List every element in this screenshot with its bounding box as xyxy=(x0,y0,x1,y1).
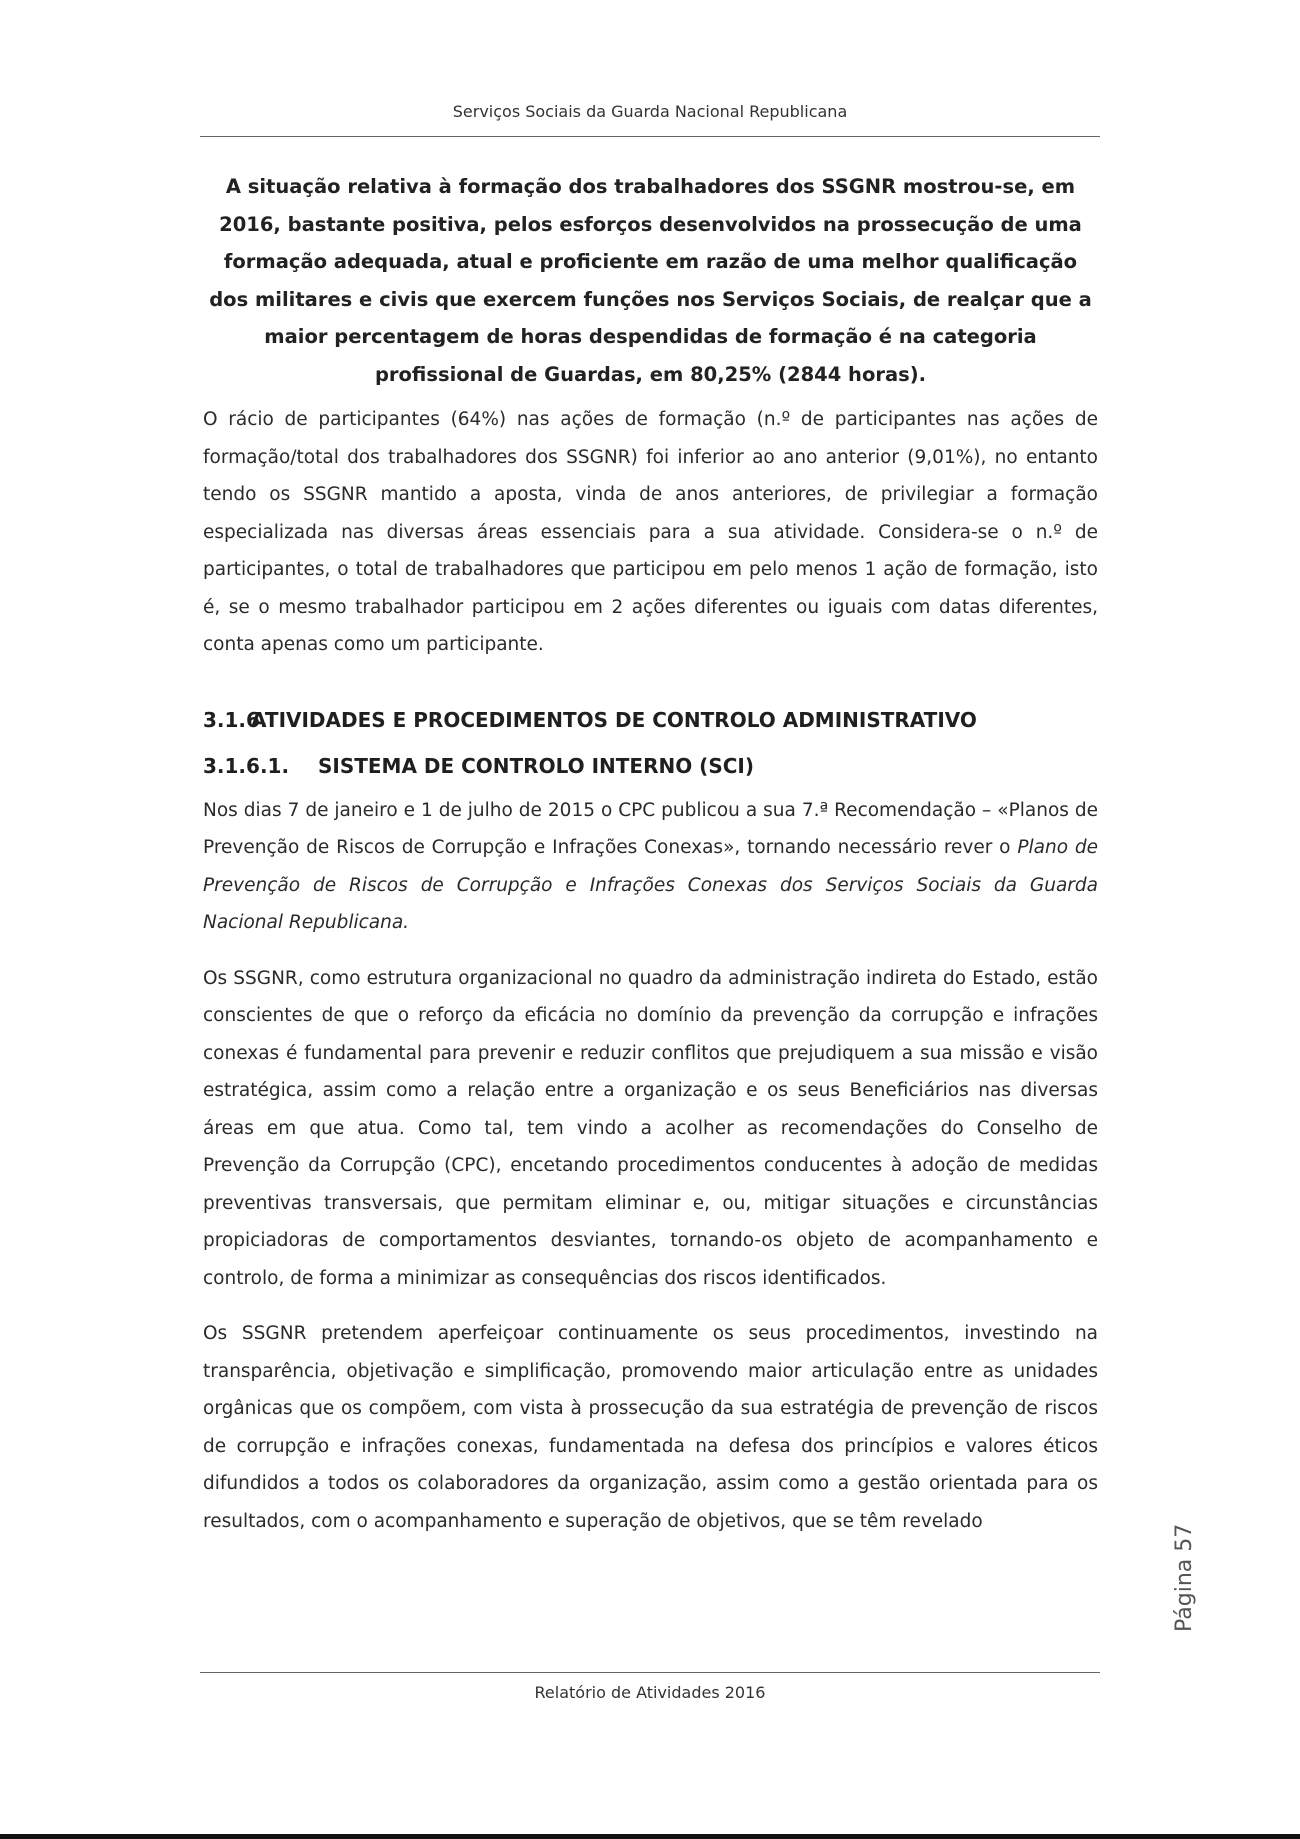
subsection-title: SISTEMA DE CONTROLO INTERNO (SCI) xyxy=(318,753,754,778)
plan-title-italic: Plano de Prevenção de Riscos de Corrupção e Infrações Conexas dos Serviços Sociais da Guarda Nacional Republicana. xyxy=(203,837,1099,933)
scan-edge-bar xyxy=(0,1834,1300,1839)
paragraph-cpc-recommendation xyxy=(203,792,1098,942)
subsection-number: 3.1.6.1. xyxy=(203,753,290,778)
paragraph-procedures: Os SSGNR pretendem aperfeiçoar continuamente os seus procedimentos, investindo na transparência, objetivação e simplificação, promovendo maior articulação entre as unidades orgânicas que os compõem, com vista à prossecução da sua estratégia de prevenção de riscos de corrupção e infrações conexas, fundamentada na defesa dos princípios e valores éticos difundidos a todos os colaboradores da organização, assim como a gestão orientada para os resultados, com o acompanhamento e superação de objetivos, que se têm revelado xyxy=(203,1323,1098,1532)
section-number: 3.1.6. xyxy=(203,707,268,732)
page-number-label: Página 57 xyxy=(1172,1523,1197,1632)
page-footer: Relatório de Atividades 2016 xyxy=(534,1683,766,1702)
highlight-paragraph: A situação relativa à formação dos trabalhadores dos SSGNR mostrou-se, em 2016, bastante positiva, pelos esforços desenvolvidos na prossecução de uma formação adequada, atual e proficiente em razão de uma melhor qualificação dos militares e civis que exercem funções nos Serviços Sociais, de realçar que a maior percentagem de horas despendidas de formação é na categoria profissional de Guardas, em 80,25% (2844 horas). xyxy=(209,175,1092,386)
paragraph-organizational-structure: Os SSGNR, como estrutura organizacional no quadro da administração indireta do Estado, estão conscientes de que o reforço da eficácia no domínio da prevenção da corrupção e infrações conexas é fundamental para prevenir e reduzir conflitos que prejudiquem a sua missão e visão estratégica, assim como a relação entre a organização e os seus Beneficiários nas diversas áreas em que atua. Como tal, tem vindo a acolher as recomendações do Conselho de Prevenção da Corrupção (CPC), encetando procedimentos conducentes à adoção de medidas preventivas transversais, que permitam eliminar e, ou, mitigar situações e circunstâncias propiciadoras de comportamentos desviantes, tornando-os objeto de acompanhamento e controlo, de forma a minimizar as consequências dos riscos identificados. xyxy=(203,967,1098,1289)
header-rule xyxy=(200,136,1100,137)
paragraph-participants-ratio: O rácio de participantes (64%) nas ações de formação (n.º de participantes nas ações de formação/total dos trabalhadores dos SSGNR) foi inferior ao ano anterior (9,01%), no entanto tendo os SSGNR mantido a aposta, vinda de anos anteriores, de privilegiar a formação especializada nas diversas áreas essenciais para a sua atividade. Considera-se o n.º de participantes, o total de trabalhadores que participou em pelo menos 1 ação de formação, isto é, se o mesmo trabalhador participou em 2 ações diferentes ou iguais com datas diferentes, conta apenas como um participante. xyxy=(203,409,1098,655)
section-title: ATIVIDADES E PROCEDIMENTOS DE CONTROLO ADMINISTRATIVO xyxy=(251,707,977,732)
section-heading xyxy=(203,708,1098,732)
document-body xyxy=(203,168,1098,1558)
page-header: Serviços Sociais da Guarda Nacional Republicana xyxy=(452,102,848,121)
paragraph-cpc-text: Nos dias 7 de janeiro e 1 de julho de 2015 o CPC publicou a sua 7.ª Recomendação – «Planos de Prevenção de Riscos de Corrupção e Infrações Conexas», tornando necessário rever o xyxy=(203,799,1098,858)
footer-rule xyxy=(200,1672,1100,1673)
subsection-heading xyxy=(203,754,1098,778)
